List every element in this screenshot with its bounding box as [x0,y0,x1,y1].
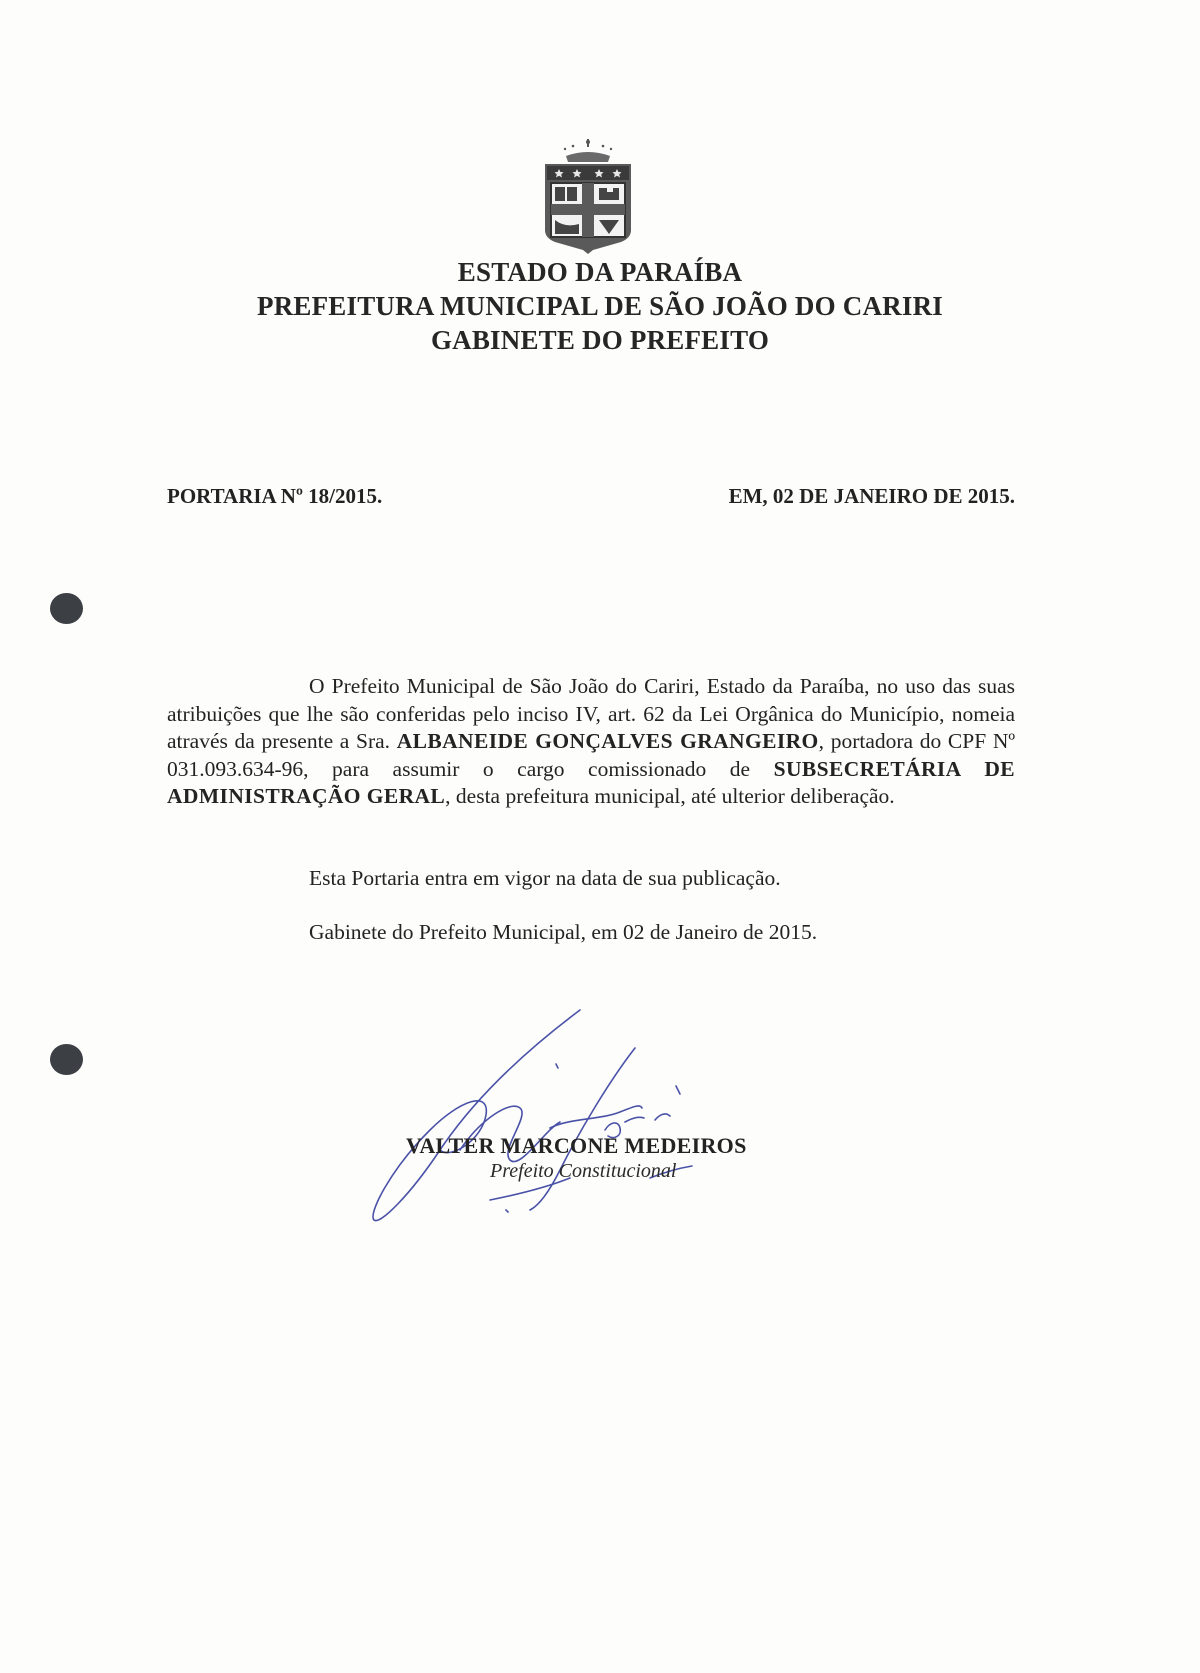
ordinance-date: EM, 02 DE JANEIRO DE 2015. [728,484,1015,508]
body-intro: O Prefeito Municipal de São João do Cariri, Estado da Paraíba, no uso das suas atribuições que lhe são conferidas pelo inciso IV, art. 62 da Lei Orgânica do Município, nomeia através da presente a Sra. [167,674,1015,753]
ordinance-body [167,673,1015,811]
appointed-position: SUBSECRETÁRIA DE ADMINISTRAÇÃO GERAL [167,756,1015,808]
document-header [0,255,1200,357]
body-closing: , desta prefeitura municipal, até ulterior deliberação. [445,784,895,808]
state-name: ESTADO DA PARAÍBA [457,257,743,287]
ordinance-number: PORTARIA Nº 18/2015. [167,484,383,508]
municipality-name: PREFEITURA MUNICIPAL DE SÃO JOÃO DO CARIRI [257,291,943,321]
appointee-name: ALBANEIDE GONÇALVES GRANGEIRO [396,729,819,753]
office-name: GABINETE DO PREFEITO [430,325,770,355]
punch-hole-bottom [50,1044,83,1075]
signatory-name: VALTER MARCONE MEDEIROS [406,1133,747,1158]
issued-paragraph: Gabinete do Prefeito Municipal, em 02 de Janeiro de 2015. [309,920,818,944]
handwritten-signature [370,1000,730,1240]
punch-hole-top [50,593,83,624]
signatory-title: Prefeito Constitucional [490,1160,677,1182]
body-cpf: , portadora do CPF Nº 031.093.634-96, para assumir o cargo comissionado de [167,729,1016,781]
effect-paragraph: Esta Portaria entra em vigor na data de sua publicação. [309,866,781,890]
municipal-coat-of-arms [533,138,643,256]
